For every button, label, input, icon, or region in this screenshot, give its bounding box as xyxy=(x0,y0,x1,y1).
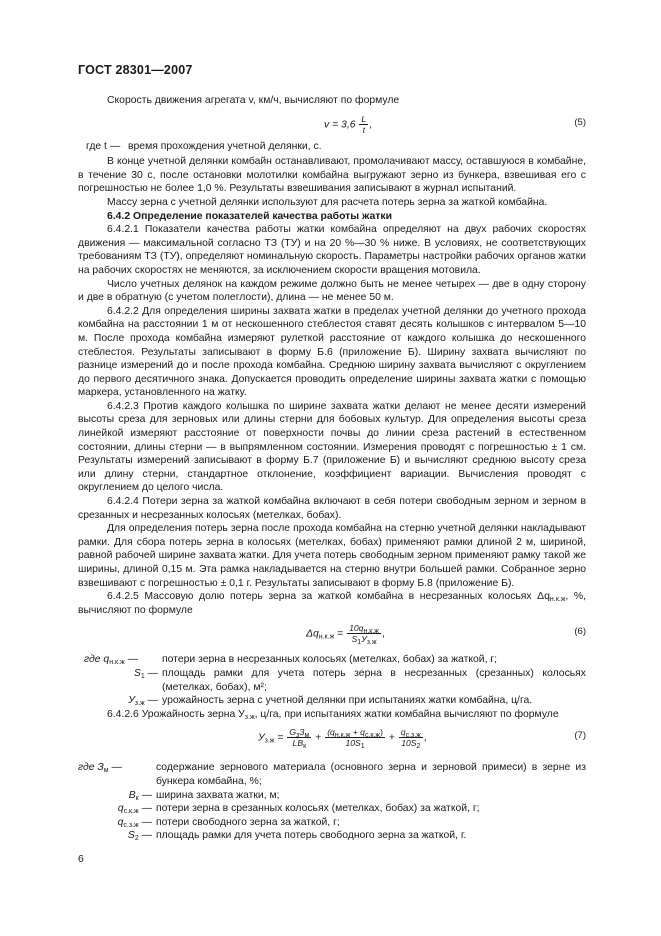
legend-7-symbol-1-pre: где З xyxy=(78,762,104,774)
formula-6-num-sub: н.к.ж xyxy=(363,628,379,636)
formula-7-f2-den: 10S xyxy=(345,738,361,749)
legend-6-symbol-1-pre: где q xyxy=(84,654,110,666)
legend-7-symbol-1 xyxy=(78,761,152,788)
legend-6 xyxy=(78,653,586,707)
legend-7-symbol-4-pre: q xyxy=(117,816,124,828)
legend-7-symbol-3-post: — xyxy=(138,803,152,815)
legend-7-symbol-2-sub: к xyxy=(135,794,139,802)
formula-7-f1-den: LB xyxy=(292,738,304,749)
document-body xyxy=(78,94,586,843)
legend-6-row-3 xyxy=(78,694,586,708)
section-heading-6-4-2: 6.4.2 Определение показателей качества работы жатки xyxy=(107,210,392,222)
formula-7-fraction-2-den xyxy=(325,738,385,751)
formula-7-f2-num-end: ) xyxy=(380,727,383,738)
legend-7-row-1 xyxy=(78,761,586,788)
formula-6-den-sub1: 1 xyxy=(357,639,362,647)
paragraph-6-4-2-5-text-b: , %, вычисляют по формуле xyxy=(78,591,586,616)
paragraph-6-4-2-4: 6.4.2.4 Потери зерна за жаткой комбайна включают в себя потери свободным зерном и зерном в срезанных и несрезанных колосьях (метелках, бобах). xyxy=(78,496,586,521)
legend-7-symbol-4-post: — xyxy=(138,816,152,828)
legend-6-row-1 xyxy=(78,653,586,667)
paragraph-6-4-2-6-text-a: 6.4.2.6 Урожайность зерна У xyxy=(107,708,245,720)
formula-7-f3-den-sub: 2 xyxy=(416,743,421,751)
formula-5-tail: , xyxy=(369,118,373,130)
legend-6-text-3: урожайность зерна с учетной делянки при испытаниях жатки комбайна, ц/га. xyxy=(162,695,533,707)
formula-7-fraction-3-den xyxy=(399,738,423,751)
legend-6-symbol-1-sub: н.к.ж xyxy=(109,659,125,667)
legend-7-symbol-3-pre: q xyxy=(117,803,124,815)
formula-5-fraction xyxy=(359,114,368,135)
paragraph-4: Число учетных делянок на каждом режиме должно быть не менее четырех — две в одну сторону и две в обратную (с учетом полеглости), длина — не менее 50 м. xyxy=(78,278,586,304)
paragraph-6-4-2-5-text-a: 6.4.2.5 Массовую долю потерь зерна за жаткой комбайна в несрезанных колосьях Δq xyxy=(107,591,550,603)
legend-7-symbol-5-pre: S xyxy=(127,830,135,842)
legend-7-symbol-2-pre: B xyxy=(128,789,136,801)
formula-7-f1-num: G xyxy=(289,727,297,738)
paragraph-6-4-2-1: 6.4.2.1 Показатели качества работы жатки комбайна определяют на двух рабочих скоростях движения — максимальной согласно ТЗ (ТУ) и на 20 %—30 % ниже. В условиях, не соответствующих требованиям ТЗ (ТУ), определяют номинальную скорость. Параметры настройки рабочих органов жатки на рабочих скоростях не меняются, за исключением скорости вращения мотовила. xyxy=(78,224,586,276)
formula-6-den-sub2: з.ж xyxy=(366,639,377,647)
legend-6-symbol-2 xyxy=(78,667,158,694)
formula-7-fraction-1-num xyxy=(287,727,311,738)
formula-6-den-mid: У xyxy=(361,634,367,645)
legend-7-symbol-4-sub: с.з.ж xyxy=(123,821,139,829)
formula-7-f3-den: 10S xyxy=(401,738,417,749)
formula-5-expression xyxy=(324,114,372,135)
formula-6-num: 10q xyxy=(349,623,364,634)
legend-6-symbol-3 xyxy=(78,694,158,708)
legend-6-row-2 xyxy=(78,667,586,694)
paragraph-1: В конце учетной делянки комбайн останавливают, промолачивают массу, оставшуюся в комбайне, в течение 30 с, после остановки молотилки комбайна выгружают зерно из бункера, взвешивая его с погрешностью не более 1,0 %. Результаты взвешивания записывают в журнал испытаний. xyxy=(78,156,586,195)
formula-7-f1-num-mid: З xyxy=(299,727,305,738)
formula-7-f2-num-sub2: с.к.ж xyxy=(364,732,381,740)
paragraph-6-4-2-6 xyxy=(78,708,586,722)
legend-6-symbol-2-pre: S xyxy=(133,667,141,679)
legend-6-symbol-2-sub: 1 xyxy=(140,672,145,680)
legend-6-symbol-1-post: — xyxy=(124,654,138,666)
legend-7-symbol-1-post: — xyxy=(108,762,122,774)
legend-7-row-4 xyxy=(78,816,586,830)
legend-7-symbol-5 xyxy=(78,829,152,843)
legend-7-symbol-3 xyxy=(78,802,152,816)
formula-7-f2-num-sub: н.к.ж xyxy=(334,732,351,740)
formula-7-plus-2: + xyxy=(385,732,398,744)
formula-5 xyxy=(78,114,586,136)
legend-6-symbol-3-sub: з.ж xyxy=(134,700,145,708)
legend-7-symbol-3-sub: с.к.ж xyxy=(123,808,139,816)
paragraph-6-4-2-3: 6.4.2.3 Против каждого колышка по ширине захвата жатки делают не менее десяти измерений высоты среза для зерновых или длины стерни для бобовых культур. Для определения высоты среза линейкой измеряют расстояние от поверхности почвы до линии среза растений в естественном состоянии, длины стерни — в выпрямленном состоянии. Измерения проводят с погрешностью ± 1 см. Результаты измерений записывают в форму Б.7 (приложение Б) и вычисляют среднюю высоту среза или длину стерни, стандартное отклонение, коэффициент вариации. Вычисления проводят с округлением до целого числа. xyxy=(78,400,586,494)
legend-7-symbol-5-sub: 2 xyxy=(134,835,139,843)
paragraph-6-4-2-6-text-b: , ц/га, при испытаниях жатки комбайна вычисляют по формуле xyxy=(254,708,559,720)
legend-5-row xyxy=(86,140,586,154)
formula-7-f3-num-sub: с.з.ж xyxy=(405,732,421,740)
formula-7-fraction-1 xyxy=(287,727,311,751)
legend-7-symbol-2 xyxy=(78,789,152,803)
formula-6-den: S xyxy=(351,634,358,645)
paragraph-6-4-2-6-sub: з.ж xyxy=(244,713,255,721)
paragraph-6-4-2-2: 6.4.2.2 Для определения ширины захвата жатки в пределах учетной делянки до учетного прохода комбайна на расстоянии 1 м от нескошенного стеблестоя ставят десять колышков с интервалом 5—10 м. После прохода комбайна измеряют рулеткой расстояние от каждого колышка до нескошенного стеблестоя. Результаты записывают в форму Б.6 (приложение Б). Ширину захвата вычисляют по разнице измерений до и после прохода комбайна. Среднюю ширину захвата вычисляют с округлением до первого десятичного знака. Допускается проводить определение ширины захвата жатки с помощью маркера, установленного на жатку. xyxy=(78,305,586,399)
formula-6-fraction xyxy=(347,623,381,647)
formula-5-number: (5) xyxy=(574,116,586,128)
legend-7-row-5 xyxy=(78,829,586,843)
formula-6-eq: = xyxy=(334,628,347,640)
legend-7-symbol-1-sub: м xyxy=(103,767,109,775)
formula-7-f2-den-sub: 1 xyxy=(360,743,365,751)
formula-7-f1-num-sub: з xyxy=(296,732,300,740)
legend-6-symbol-1 xyxy=(78,653,158,667)
formula-6-lhs-sub: н.к.ж xyxy=(318,633,335,641)
formula-6-lhs: Δq xyxy=(306,628,319,640)
formula-7-f1-den-sub: к xyxy=(303,743,307,751)
formula-6-expression xyxy=(306,623,385,647)
formula-7-eq: = xyxy=(274,732,287,744)
legend-7-symbol-4 xyxy=(78,816,152,830)
document-header: ГОСТ 28301—2007 xyxy=(78,63,193,77)
legend-6-text-2: площадь рамки для учета потерь зерна в несрезанных (срезанных) колосьях (метелках, бобах), м²; xyxy=(162,667,586,693)
formula-6-denominator xyxy=(347,634,381,647)
legend-7-row-3 xyxy=(78,802,586,816)
legend-7-symbol-2-post: — xyxy=(138,789,152,801)
legend-7-text-2: ширина захвата жатки, м; xyxy=(156,789,280,801)
formula-6 xyxy=(78,623,586,649)
formula-7-fraction-2 xyxy=(325,727,385,751)
formula-5-numerator: L xyxy=(361,113,367,124)
formula-7-fraction-3-num xyxy=(399,727,423,738)
legend-7-text-4: потери свободного зерна за жаткой, г; xyxy=(156,816,340,828)
legend-6-symbol-3-pre: У xyxy=(128,695,135,707)
formula-7-fraction-3 xyxy=(399,727,423,751)
legend-7-text-3: потери зерна в срезанных колосьях (метелках, бобах) за жаткой, г; xyxy=(156,803,480,815)
legend-5-symbol: где t — xyxy=(86,140,121,152)
legend-7-row-2 xyxy=(78,789,586,803)
formula-6-tail: , xyxy=(381,628,385,640)
formula-7-tail: , xyxy=(423,732,427,744)
legend-6-symbol-2-post: — xyxy=(144,667,158,679)
formula-7-lhs: У xyxy=(258,732,265,744)
legend-7-symbol-5-post: — xyxy=(138,830,152,842)
formula-7-plus-1: + xyxy=(312,732,325,744)
paragraph-2: Массу зерна с учетной делянки используют для расчета потерь зерна за жаткой комбайна. xyxy=(107,196,548,208)
paragraph-6-4-2-5-sub: н.к.ж xyxy=(549,596,566,604)
formula-6-numerator xyxy=(347,623,381,634)
formula-7 xyxy=(78,727,586,757)
page-number: 6 xyxy=(78,854,84,865)
formula-5-denominator: t xyxy=(362,124,365,135)
formula-5-lhs: v = 3,6 xyxy=(324,118,356,130)
paragraph-8: Для определения потерь зерна после прохода комбайна на стерню учетной делянки накладывают рамки. Для сбора потерь зерна в колосьях (метелках, бобах) применяют рамки длиной 2 м, шириной, равной рабочей ширине захвата жатки. Для учета потерь свободным зерном применяют рамку такой же ширины, длиной 0,15 м. Эта рамка накладывается на стерню внутри большей рамки. Собранное зерно взвешивают с погрешностью ± 0,1 г. Результаты записывают в форму Б.8 (приложение Б). xyxy=(78,523,586,589)
formula-7-expression xyxy=(258,727,427,751)
legend-7-text-5: площадь рамки для учета потерь свободного зерна за жаткой, г. xyxy=(156,830,467,842)
legend-7 xyxy=(78,761,586,843)
formula-7-f3-num: q xyxy=(400,727,406,738)
legend-6-symbol-3-post: — xyxy=(144,695,158,707)
formula-7-fraction-1-den xyxy=(287,738,311,751)
formula-7-fraction-2-num xyxy=(325,727,385,738)
formula-7-number: (7) xyxy=(574,730,586,742)
formula-6-number: (6) xyxy=(574,626,586,638)
legend-5-text: время прохождения учетной делянки, с. xyxy=(128,140,322,152)
formula-7-f1-num-sub2: м xyxy=(304,732,310,740)
legend-6-text-1: потери зерна в несрезанных колосьях (метелках, бобах) за жаткой, г; xyxy=(162,654,498,666)
formula-7-f2-num: (q xyxy=(327,727,335,738)
paragraph-speed: Скорость движения агрегата v, км/ч, вычисляют по формуле xyxy=(107,95,400,106)
legend-7-text-1: содержание зернового материала (основного зерна и зерновой примеси) в зерне из бункера комбайна, %; xyxy=(156,762,586,787)
paragraph-6-4-2-5 xyxy=(78,590,586,617)
formula-7-lhs-sub: з.ж xyxy=(264,737,275,745)
formula-7-f2-num-mid: + q xyxy=(350,727,365,738)
